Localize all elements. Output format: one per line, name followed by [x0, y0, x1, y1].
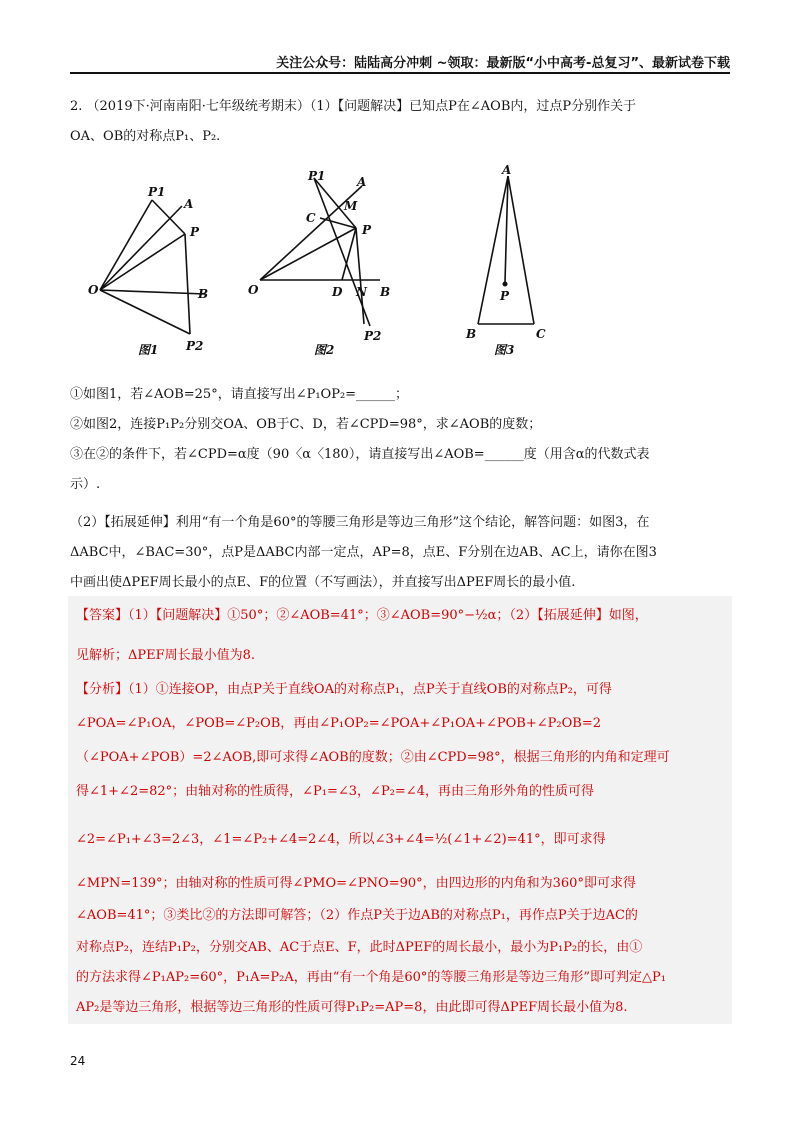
question-3-line-a: ③在②的条件下，若∠CPD=α度（90〈α〈180），请直接写出∠AOB=______度（用含α的代数式表 — [70, 447, 650, 462]
answer-line-1: 【答案】（1）【问题解决】①50°；②∠AOB=41°；③∠AOB=90°−½α；（2）【拓展延伸】如图， — [76, 608, 648, 623]
figure-1 — [100, 200, 205, 334]
fig3-label-b: B — [466, 327, 477, 341]
fig1-line-o-p — [100, 234, 185, 290]
fig1-caption: 图1 — [138, 343, 159, 357]
analysis-line-8: 对称点P₂，连结P₁P₂，分别交AB、AC于点E、F，此时ΔPEF的周长最小，最小为P₁P₂的长，由① — [76, 940, 643, 955]
analysis-line-4: 得∠1+∠2=82°；由轴对称的性质得，∠P₁=∠3，∠P₂=∠4，再由三角形外角的性质可得 — [76, 784, 594, 799]
analysis-line-7: ∠AOB=41°；③类比②的方法即可解答；（2）作点P关于边AB的对称点P₁，再作点P关于边AC的 — [76, 908, 638, 923]
fig2-label-c: C — [306, 211, 316, 225]
analysis-line-1: 【分析】（1）①连接OP，由点P关于直线OA的对称点P₁，点P关于直线OB的对称点P₂，可得 — [76, 682, 612, 697]
fig1-label-o: O — [88, 283, 99, 297]
fig2-label-p: P — [362, 223, 372, 237]
fig2-label-n: N — [356, 285, 367, 299]
problem-text — [70, 92, 730, 152]
fig2-label-m: M — [344, 199, 358, 213]
problem-line-2: OA、OB的对称点P₁、P₂. — [70, 129, 221, 144]
fig1-label-p1: P1 — [148, 185, 166, 199]
fig2-label-o: O — [248, 283, 259, 297]
question-3-line-b: 示）. — [70, 477, 101, 492]
header-rule — [70, 72, 730, 74]
page-header: 关注公众号：陆陆高分冲刺 ~领取：最新版“小中高考-总复习”、最新试卷下载 — [276, 56, 730, 71]
fig2-label-d: D — [332, 285, 343, 299]
part-2-line-c: 中画出使ΔPEF周长最小的点E、F的位置（不写画法），并直接写出ΔPEF周长的最小值. — [70, 575, 576, 590]
fig3-label-a: A — [502, 164, 512, 177]
fig2-line-p-p2 — [356, 228, 364, 324]
fig3-caption: 图3 — [494, 343, 515, 357]
questions — [70, 380, 730, 598]
answer-box — [68, 596, 732, 1024]
fig1-label-p2: P2 — [186, 339, 204, 353]
fig1-label-a: A — [184, 197, 194, 211]
analysis-line-5: ∠2=∠P₁+∠3=2∠3，∠1=∠P₂+∠4=2∠4，所以∠3+∠4=½(∠1+∠2)=41°，即可求得 — [76, 832, 606, 847]
fig3-point-p — [503, 282, 508, 287]
analysis-line-2: ∠POA=∠P₁OA，∠POB=∠P₂OB，再由∠P₁OP₂=∠POA+∠P₁OA+∠POB+∠P₂OB=2 — [76, 716, 601, 731]
fig1-label-b: B — [198, 287, 209, 301]
fig1-label-p: P — [190, 225, 200, 239]
figure-2 — [260, 178, 380, 326]
analysis-line-9: 的方法求得∠P₁AP₂=60°，P₁A=P₂A，再由“有一个角是60°的等腰三角形是等边三角形”即可判定△P₁ — [76, 970, 667, 985]
part-2-line-a: （2）【拓展延伸】利用“有一个角是60°的等腰三角形是等边三角形”这个结论，解答问题：如图3，在 — [70, 515, 650, 530]
fig2-line-c-p — [320, 218, 356, 228]
figures-svg — [80, 164, 600, 374]
fig3-line-a-c — [508, 176, 534, 324]
fig2-label-b: B — [380, 285, 391, 299]
analysis-line-3: （∠POA+∠POB）=2∠AOB,即可求得∠AOB的度数；②由∠CPD=98°，根据三角形的内角和定理可 — [76, 750, 670, 765]
fig3-label-c: C — [536, 327, 546, 341]
part-2-line-b: ΔABC中，∠BAC=30°，点P是ΔABC内部一定点，AP=8，点E、F分别在边AB、AC上，请你在图3 — [70, 545, 657, 560]
page-number: 24 — [70, 1054, 86, 1068]
fig2-label-a: A — [357, 175, 367, 189]
fig2-label-p1: P1 — [308, 169, 326, 183]
fig1-line-p1-p — [152, 200, 185, 234]
fig1-line-o-p2 — [100, 290, 190, 334]
fig2-label-p2: P2 — [364, 329, 382, 343]
analysis-line-6: ∠MPN=139°；由轴对称的性质可得∠PMO=∠PNO=90°，由四边形的内角和为360°即可求得 — [76, 876, 636, 891]
question-1: ①如图1，若∠AOB=25°，请直接写出∠P₁OP₂=______； — [70, 387, 409, 402]
problem-line-1: 2. （2019下·河南南阳·七年级统考期末）（1）【问题解决】已知点P在∠AOB内，过点P分别作关于 — [70, 99, 637, 114]
fig1-line-p-p2 — [185, 234, 190, 334]
figures — [80, 164, 600, 374]
answer-line-2: 见解析；ΔPEF周长最小值为8. — [76, 648, 256, 663]
fig2-caption: 图2 — [314, 343, 335, 357]
fig1-line-o-b — [100, 290, 205, 294]
question-2: ②如图2，连接P₁P₂分别交OA、OB于C、D，若∠CPD=98°，求∠AOB的度数； — [70, 417, 542, 432]
analysis-line-10: AP₂是等边三角形，根据等边三角形的性质可得P₁P₂=AP=8，由此即可得ΔPEF周长最小值为8. — [76, 1000, 628, 1015]
fig3-label-p: P — [500, 289, 510, 303]
